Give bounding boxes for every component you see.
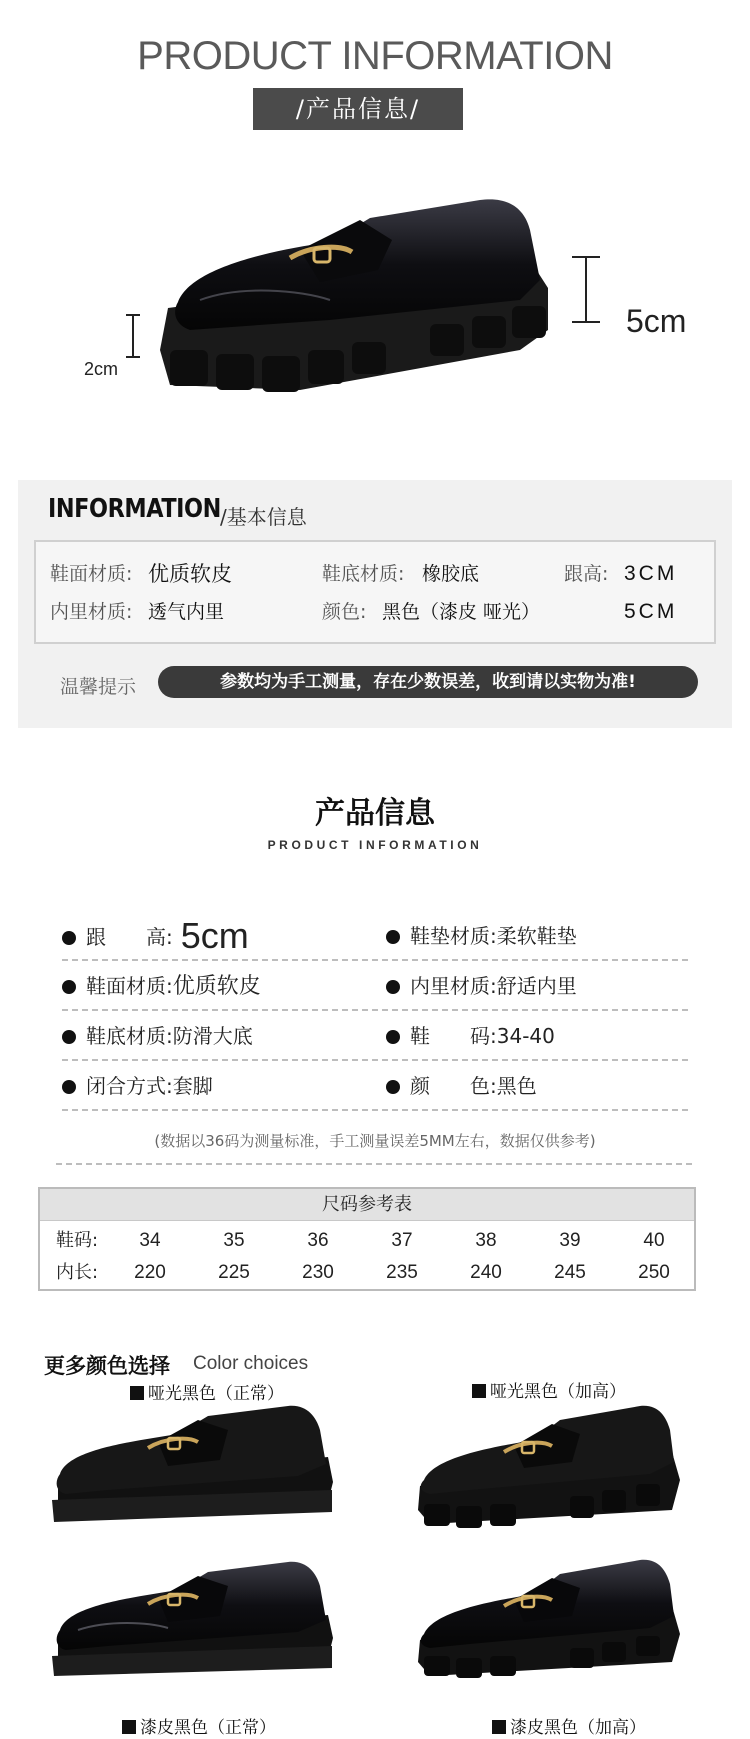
square-bullet-icon [492, 1720, 506, 1734]
length-cell: 220 [134, 1262, 166, 1283]
bullet-icon [386, 1030, 400, 1044]
spec-value: 柔软鞋垫 [496, 924, 577, 948]
spec-label: 颜 色: [410, 1074, 497, 1098]
heel-height-value-2: 5CM [624, 600, 678, 623]
color-choices-title: 更多颜色选择 [44, 1354, 170, 1378]
tip-pill: 参数均为手工测量，存在少数误差，收到请以实物为准! [158, 666, 698, 698]
spec-value: 套脚 [172, 1074, 213, 1098]
section-tag: /产品信息/ [253, 88, 463, 130]
size-cell: 36 [307, 1230, 329, 1251]
spec-value: 优质软皮 [172, 974, 261, 999]
spec-label: 鞋底材质: [86, 1024, 173, 1048]
size-cell: 38 [475, 1230, 497, 1251]
information-box [34, 540, 716, 644]
spec-left [62, 1061, 213, 1111]
sole-material-label: 鞋底材质: [322, 563, 405, 585]
size-cell: 40 [643, 1230, 665, 1251]
product-info-title: 产品信息 [315, 796, 435, 831]
bullet-icon [62, 980, 76, 994]
color-option-label: 哑光黑色（正常） [130, 1379, 284, 1404]
spec-value: 黑色 [496, 1074, 537, 1098]
dim-label-2cm: 2cm [84, 359, 119, 379]
length-cell: 225 [218, 1262, 250, 1283]
spec-row [62, 961, 688, 1011]
spec-left [62, 911, 249, 961]
size-cell: 39 [559, 1230, 581, 1251]
page-title: PRODUCT INFORMATION [137, 34, 613, 78]
square-bullet-icon [472, 1384, 486, 1398]
tip-label: 温馨提示 [60, 676, 137, 698]
bullet-icon [386, 1080, 400, 1094]
bullet-icon [62, 1030, 76, 1044]
upper-material-value: 优质软皮 [148, 562, 232, 586]
bullet-icon [386, 930, 400, 944]
upper-material-label: 鞋面材质: [50, 563, 133, 585]
color-option-label: 哑光黑色（加高） [472, 1377, 626, 1402]
spec-row [62, 1011, 688, 1061]
size-row [40, 1225, 694, 1257]
length-cell: 235 [386, 1262, 418, 1283]
info-row [36, 594, 714, 630]
bullet-icon [62, 1080, 76, 1094]
spec-label: 鞋面材质: [86, 974, 173, 998]
size-table [38, 1187, 696, 1291]
length-cell: 230 [302, 1262, 334, 1283]
heel-height-value-1: 3CM [624, 562, 678, 585]
size-cell: 37 [391, 1230, 413, 1251]
shoe-patent-normal-image [48, 1560, 338, 1680]
color-option-label: 漆皮黑色（正常） [122, 1713, 276, 1738]
length-cell: 250 [638, 1262, 670, 1283]
divider [56, 1163, 692, 1165]
spec-value: 舒适内里 [496, 974, 577, 998]
sole-material-value: 橡胶底 [422, 563, 480, 585]
spec-left [62, 961, 261, 1011]
spec-left [62, 1011, 253, 1061]
lining-material-value: 透气内里 [148, 601, 225, 623]
spec-right [386, 1061, 537, 1111]
size-cell: 35 [223, 1230, 245, 1251]
information-heading: INFORMATION [48, 494, 221, 524]
color-label: 颜色: [322, 601, 367, 623]
spec-value: 34-40 [496, 1024, 555, 1048]
length-row [40, 1257, 694, 1289]
measurement-note: (数据以36码为测量标准，手工测量误差5MM左右，数据仅供参考) [154, 1132, 596, 1150]
color-value: 黑色（漆皮 哑光） [382, 601, 541, 623]
spec-row [62, 911, 688, 961]
length-row-label: 内长: [56, 1262, 99, 1283]
information-panel [18, 480, 732, 728]
shoe-matte-raised-image [410, 1400, 690, 1530]
spec-right [386, 961, 577, 1011]
size-cell: 34 [139, 1230, 161, 1251]
dim-label-5cm: 5cm [626, 303, 687, 339]
heel-height-label: 跟高: [564, 563, 609, 585]
color-option-label: 漆皮黑色（加高） [492, 1713, 646, 1738]
size-table-title: 尺码参考表 [40, 1189, 694, 1221]
spec-value: 5cm [180, 915, 249, 956]
lining-material-label: 内里材质: [50, 601, 133, 623]
spec-label: 鞋 码: [410, 1024, 497, 1048]
spec-right [386, 911, 577, 961]
spec-label: 内里材质: [410, 974, 497, 998]
spec-right [386, 1011, 555, 1061]
length-cell: 245 [554, 1262, 586, 1283]
spec-value: 防滑大底 [172, 1024, 253, 1048]
length-cell: 240 [470, 1262, 502, 1283]
shoe-matte-normal-image [48, 1402, 338, 1527]
spec-label: 闭合方式: [86, 1074, 173, 1098]
spec-label: 鞋垫材质: [410, 924, 497, 948]
bullet-icon [62, 931, 76, 945]
square-bullet-icon [130, 1386, 144, 1400]
spec-row [62, 1061, 688, 1111]
shoe-patent-raised-image [410, 1558, 690, 1680]
information-heading-sub: /基本信息 [220, 505, 307, 529]
info-row [36, 556, 714, 592]
color-choices-title-en: Color choices [193, 1353, 309, 1374]
bullet-icon [386, 980, 400, 994]
product-info-subtitle: PRODUCT INFORMATION [267, 838, 483, 852]
size-row-label: 鞋码: [56, 1230, 99, 1251]
spec-label: 跟 高: [86, 925, 173, 949]
square-bullet-icon [122, 1720, 136, 1734]
